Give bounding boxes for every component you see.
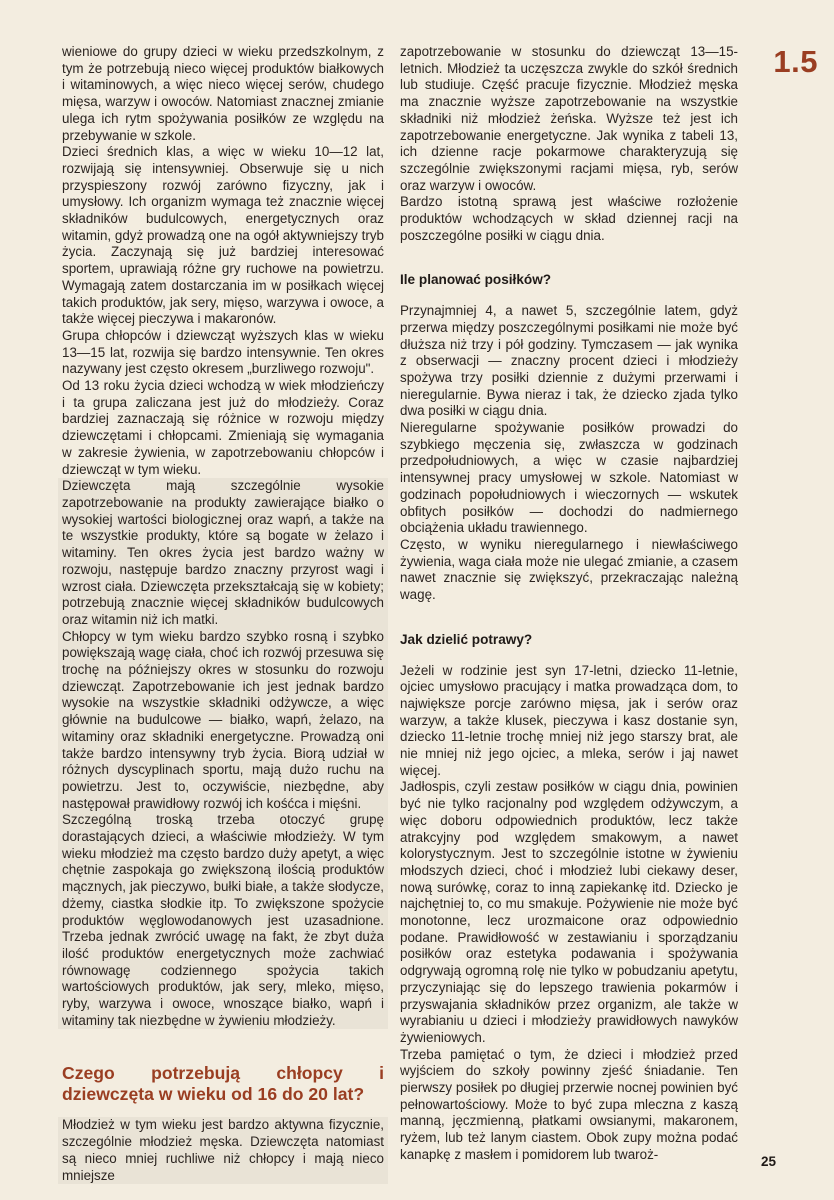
paragraph: Często, w wyniku nieregularnego i niewłaściwego żywienia, waga ciała może nie ulegać zmianie, a czasem nawet znacznie się zwiększyć, przekraczając należną wagę.: [400, 536, 738, 603]
paragraph: Dziewczęta mają szczególnie wysokie zapotrzebowanie na produkty zawierające białko o wysokiej wartości biologicznej oraz wapń, a także na te wszystkie produkty, które są bogate w żelazo i witaminy. Ten okres życia jest bardzo ważny w rozwoju, następuje bardzo znaczny przyrost wagi i wzrost ciała. Dziewczęta przekształcają się w kobiety; potrzebują znacznie więcej składników budulcowych oraz witamin niż ich matki.: [62, 478, 384, 627]
subheading: Jak dzielić potrawy?: [400, 631, 533, 647]
paragraph: Młodzież w tym wieku jest bardzo aktywna fizycznie, szczególnie młodzież męska. Dziewczęta natomiast są nieco mniej ruchliwe niż chłopcy i mają nieco mniejsze: [62, 1117, 384, 1183]
paragraph: Jadłospis, czyli zestaw posiłków w ciągu dnia, powinien być nie tylko racjonalny pod względem odżywczym, a więc doboru odpowiednich produktów, lecz także atrakcyjny pod względem smakowym, a nawet kolorystycznym. Jest to szczególnie istotne w żywieniu młodszych dzieci, choć i młodzież lubi ciekawy deser, nową surówkę, coraz to inną zapiekankę itd. Dziecko je najchętniej to, co mu smakuje. Pożywienie nie może być monotonne, lecz urozmaicone oraz odpowiednio podane. Prawidłowość w zestawianiu i sporządzaniu posiłków oraz estetyka podawania i spożywania odgrywają ogromną rolę nie tylko w pobudzaniu apetytu, przyczyniając się do lepszego trawienia pokarmów i przyswajania składników przez organizm, ale także w wyrabianiu u dzieci i młodzieży prawidłowych nawyków żywieniowych.: [400, 779, 738, 1045]
paragraph: Od 13 roku życia dzieci wchodzą w wiek młodzieńczy i ta grupa zaliczana jest już do młodzieży. Coraz bardziej zaznaczają się różnice w rozwoju między dziewczętami i chłopcami. Zmieniają się wymagania w zakresie żywienia, w zapotrzebowaniu chłopców i dziewcząt w tym wieku.: [62, 378, 384, 477]
shaded-box: [58, 478, 388, 1029]
paragraph: Jeżeli w rodzinie jest syn 17-letni, dziecko 11-letnie, ojciec umysłowo pracujący i matka prowadząca dom, to największe porcje zarówno mięsa, jak i serów oraz warzyw, a także klusek, pieczywa i kasz dostanie syn, dziecko 11-letnie trochę mniej niż jego starszy brat, ale nie mniej niż jego ojciec, a mleka, serów i jaj nawet więcej.: [400, 662, 738, 778]
paragraph: Trzeba pamiętać o tym, że dzieci i młodzież przed wyjściem do szkoły powinny zjeść śniadanie. Ten pierwszy posiłek po długiej przerwie nocnej powinien być pełnowartościowy. Może to być zupa mleczna z kaszą manną, jęczmienną, płatkami owsianymi, makaronem, ryżem, lub też lanym ciastem. Obok zupy można podać kanapkę z masłem i pomidorem lub twaroż-: [400, 1046, 738, 1162]
paragraph: Szczególną troską trzeba otoczyć grupę dorastających dzieci, a właściwie młodzieży. W tym wieku młodzież ma często bardzo duży apetyt, a więc chętnie zaspokaja go zwiększoną ilością produktów mącznych, jak pieczywo, bułki białe, a także słodycze, dżemy, ciastka słodkie itp. To zwiększone spożycie produktów węglowodanowych jest uzasadnione. Trzeba jednak zwrócić uwagę na fakt, że zbyt duża ilość produktów energetycznych może zachwiać równowagę codziennego spożycia takich wartościowych produktów, jak sery, mleko, mięso, ryby, warzywa i owoce, wnoszące białko, wapń i witaminy tak niezbędne w żywieniu młodzieży.: [62, 812, 384, 1028]
paragraph: Chłopcy w tym wieku bardzo szybko rosną i szybko powiększają wagę ciała, choć ich rozwój przesuwa się trochę na późniejszy okres w stosunku do rozwoju dziewcząt. Zapotrzebowanie ich jest jednak bardzo wysokie na wszystkie składniki odżywcze, a więc głównie na budulcowe — białko, wapń, żelazo, na witaminy oraz składniki energetyczne. Prowadzą oni także bardzo intensywny tryb życia. Biorą udział w różnych dyscyplinach sportu, mają dużo ruchu na powietrzu. Jest to, oczywiście, niezbędne, aby następował prawidłowy rozwój ich kośćca i mięśni.: [62, 628, 384, 811]
chapter-number: 1.5: [773, 44, 818, 79]
paragraph: Bardzo istotną sprawą jest właściwe rozłożenie produktów wchodzących w skład dziennej racji na poszczególne posiłki w ciągu dnia.: [400, 194, 738, 243]
paragraph: zapotrzebowanie w stosunku do dziewcząt 13—15-letnich. Młodzież ta uczęszcza zwykle do szkół średnich lub studiuje. Część pracuje fizycznie. Młodzież męska ma znacznie wyższe zapotrzebowanie na wszystkie składniki niż młodzież żeńska. Wyższe też jest ich zapotrzebowanie energetyczne. Jak wynika z tabeli 13, ich dzienne racje pokarmowe charakteryzują się szczególnie zwiększonymi racjami mięsa, ryb, serów oraz warzyw i owoców.: [400, 44, 738, 193]
paragraph: Dzieci średnich klas, a więc w wieku 10—12 lat, rozwijają się intensywniej. Obserwuje się u nich przyspieszony rozwój zarówno fizyczny, jak i umysłowy. Ich organizm wymaga też znacznie więcej składników budulcowych, energetycznych oraz witamin, gdyż prowadzą one na ogół aktywniejszy tryb życia. Zaczynają się już bardziej interesować sportem, uprawiają różne gry ruchowe na powietrzu. Wymagają zatem dostarczania im w posiłkach więcej takich produktów, jak sery, mięso, warzywa i owoce, a także więcej pieczywa i makaronów.: [62, 144, 384, 327]
right-column: [400, 44, 738, 1164]
subheading: Ile planować posiłków?: [400, 272, 552, 288]
paragraph: Przynajmniej 4, a nawet 5, szczególnie latem, gdyż przerwa między poszczególnymi posiłkami nie może być dłuższa niż trzy i pół godziny. Tymczasem — jak wynika z obserwacji — znaczny procent dzieci i młodzieży spożywa trzy posiłki dziennie z dużymi przerwami i nieregularnie. Bywa nieraz i tak, że dziecko zjada tylko dwa posiłki w ciągu dnia.: [400, 303, 738, 419]
shaded-box: [58, 1117, 388, 1184]
page-number: 25: [760, 1154, 776, 1169]
left-column: [62, 44, 384, 1184]
paragraph: Nieregularne spożywanie posiłków prowadzi do szybkiego męczenia się, zwłaszcza w godzinach przedpołudniowych, a więc w czasie najbardziej intensywnej pracy umysłowej w szkole. Natomiast w godzinach popołudniowych i wieczornych — wskutek obfitych posiłków — dochodzi do nadmiernego obciążenia układu trawiennego.: [400, 420, 738, 536]
paragraph: Grupa chłopców i dziewcząt wyższych klas w wieku 13—15 lat, rozwija się bardzo intensywnie. Ten okres nazywany jest często okresem „burzliwego rozwoju".: [62, 327, 384, 377]
section-heading: Czego potrzebują chłopcy i dziewczęta w wieku od 16 do 20 lat?: [62, 1063, 384, 1105]
paragraph: wieniowe do grupy dzieci w wieku przedszkolnym, z tym że potrzebują nieco więcej produktów białkowych i witaminowych, a więc nieco więcej serów, chudego mięsa, warzyw i owoców. Natomiast znacznej zmianie ulega ich rytm spożywania posiłków ze względu na przebywanie w szkole.: [62, 44, 384, 143]
